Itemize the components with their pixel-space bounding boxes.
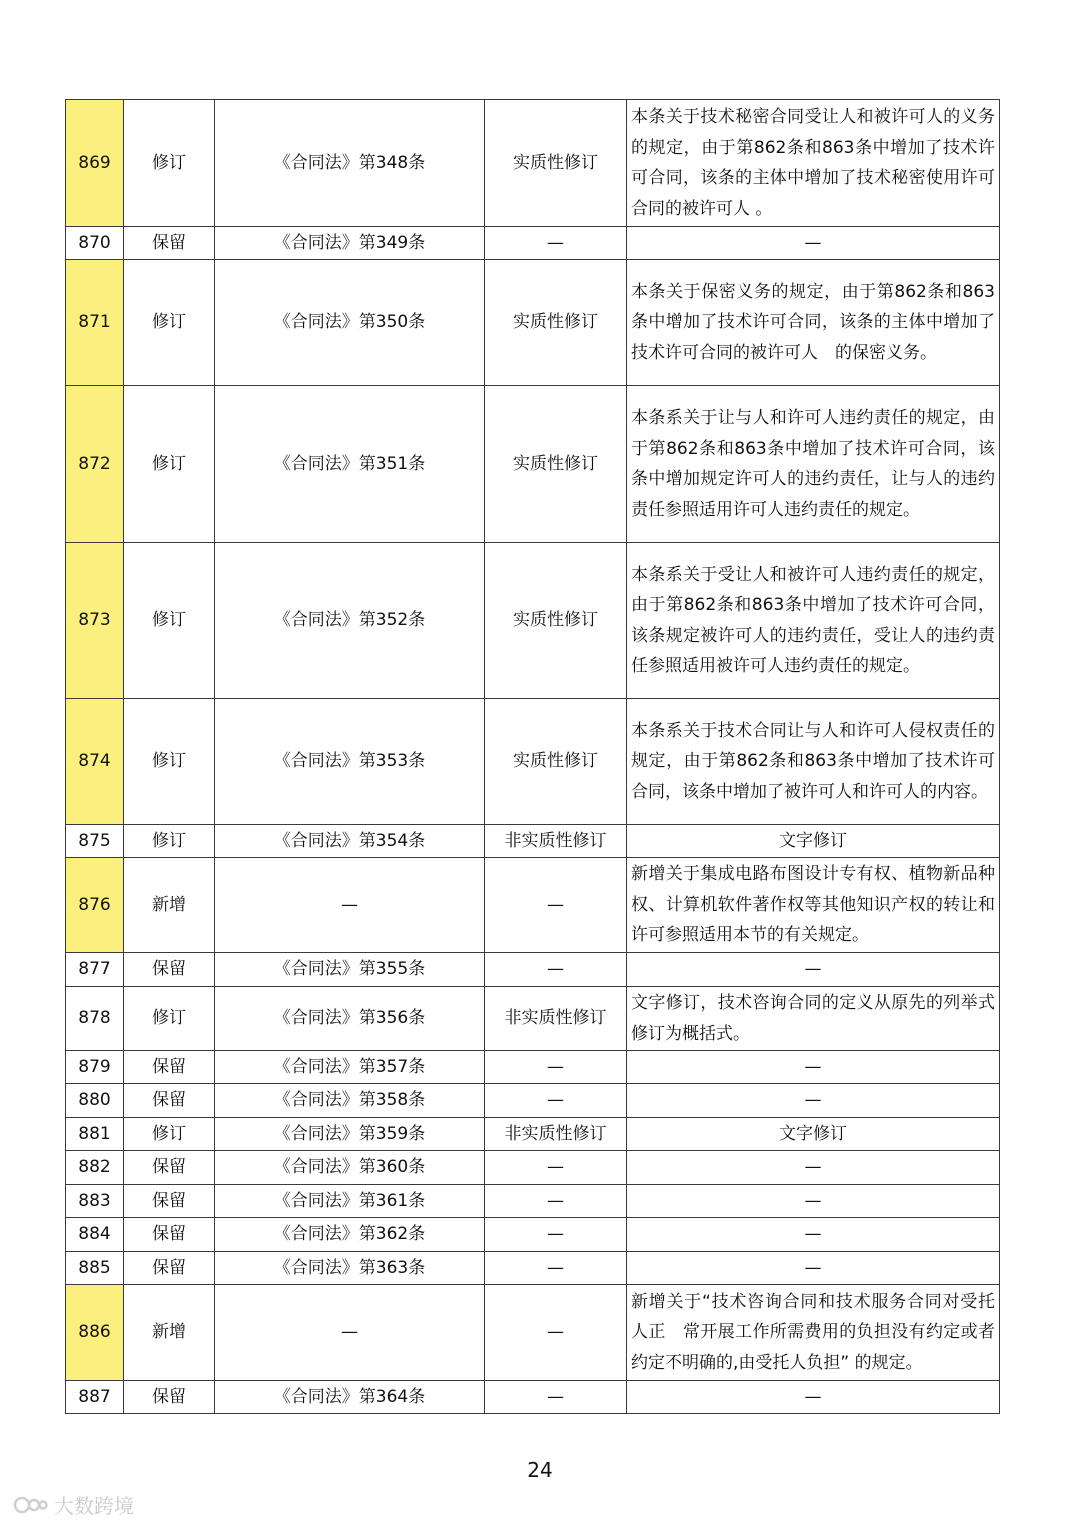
change-note: —: [627, 1381, 1000, 1414]
article-number: 871: [66, 260, 124, 386]
change-type: 保留: [124, 1051, 215, 1084]
change-note: 文字修订: [627, 1118, 1000, 1151]
change-note: 本条关于保密义务的规定，由于第862条和863条中增加了技术许可合同，该条的主体中增加了技术许可合同的被许可人 的保密义务。: [627, 260, 1000, 386]
watermark-logo-icon: [12, 1493, 50, 1517]
article-number: 870: [66, 227, 124, 260]
change-nature: —: [485, 1252, 627, 1285]
change-nature: 实质性修订: [485, 260, 627, 386]
article-number: 881: [66, 1118, 124, 1151]
table-row: [66, 100, 1000, 227]
change-type: 修订: [124, 987, 215, 1051]
table-row: [66, 227, 1000, 260]
change-type: 修订: [124, 825, 215, 858]
table-row: [66, 1381, 1000, 1414]
article-number: 886: [66, 1285, 124, 1381]
article-number: 878: [66, 987, 124, 1051]
change-type: 保留: [124, 227, 215, 260]
change-nature: —: [485, 1151, 627, 1185]
article-number: 873: [66, 543, 124, 699]
table-row: [66, 953, 1000, 987]
change-note: 本条关于技术秘密合同受让人和被许可人的义务的规定，由于第862条和863条中增加了技术许可合同，该条的主体中增加了技术秘密使用许可合同的被许可人 。: [627, 100, 1000, 227]
change-type: 修订: [124, 543, 215, 699]
source-article: 《合同法》第360条: [215, 1151, 485, 1185]
change-type: 保留: [124, 1185, 215, 1218]
article-number: 887: [66, 1381, 124, 1414]
change-nature: —: [485, 1218, 627, 1252]
source-article: 《合同法》第354条: [215, 825, 485, 858]
table-row: [66, 1185, 1000, 1218]
watermark: [12, 1490, 134, 1519]
change-nature: 实质性修订: [485, 386, 627, 543]
source-article: 《合同法》第363条: [215, 1252, 485, 1285]
change-type: 修订: [124, 386, 215, 543]
change-nature: 实质性修订: [485, 100, 627, 227]
change-nature: 非实质性修订: [485, 987, 627, 1051]
change-type: 保留: [124, 1252, 215, 1285]
change-note: —: [627, 953, 1000, 987]
change-note: —: [627, 1218, 1000, 1252]
change-type: 保留: [124, 1151, 215, 1185]
change-nature: —: [485, 1285, 627, 1381]
change-nature: 实质性修订: [485, 699, 627, 825]
change-note: 新增关于“技术咨询合同和技术服务合同对受托人正 常开展工作所需费用的负担没有约定或者约定不明确的,由受托人负担” 的规定。: [627, 1285, 1000, 1381]
article-number: 882: [66, 1151, 124, 1185]
article-number: 876: [66, 858, 124, 953]
article-number: 869: [66, 100, 124, 227]
change-nature: —: [485, 1051, 627, 1084]
source-article: 《合同法》第361条: [215, 1185, 485, 1218]
change-note: —: [627, 1252, 1000, 1285]
change-type: 保留: [124, 1084, 215, 1118]
table-row: [66, 825, 1000, 858]
change-note: —: [627, 1151, 1000, 1185]
article-number: 877: [66, 953, 124, 987]
table-row: [66, 858, 1000, 953]
source-article: 《合同法》第355条: [215, 953, 485, 987]
source-article: 《合同法》第358条: [215, 1084, 485, 1118]
change-type: 保留: [124, 1381, 215, 1414]
source-article: 《合同法》第364条: [215, 1381, 485, 1414]
page-number: 24: [527, 1458, 553, 1482]
article-number: 880: [66, 1084, 124, 1118]
change-note: 本条系关于技术合同让与人和许可人侵权责任的规定，由于第862条和863条中增加了技术许可合同，该条中增加了被许可人和许可人的内容。: [627, 699, 1000, 825]
change-note: —: [627, 227, 1000, 260]
table-body: [66, 100, 1012, 1414]
source-article: 《合同法》第359条: [215, 1118, 485, 1151]
change-type: 新增: [124, 1285, 215, 1381]
table-row: [66, 987, 1000, 1051]
change-note: 文字修订，技术咨询合同的定义从原先的列举式修订为概括式。: [627, 987, 1000, 1051]
source-article: 《合同法》第352条: [215, 543, 485, 699]
table-row: [66, 1218, 1000, 1252]
source-article: 《合同法》第357条: [215, 1051, 485, 1084]
article-number: 879: [66, 1051, 124, 1084]
article-number: 872: [66, 386, 124, 543]
change-type: 修订: [124, 1118, 215, 1151]
change-nature: —: [485, 858, 627, 953]
change-type: 修订: [124, 260, 215, 386]
change-type: 保留: [124, 1218, 215, 1252]
table-row: [66, 1084, 1000, 1118]
source-article: 《合同法》第362条: [215, 1218, 485, 1252]
article-number: 883: [66, 1185, 124, 1218]
change-note: 新增关于集成电路布图设计专有权、植物新品种 权、计算机软件著作权等其他知识产权的转让和许可参照适用本节的有关规定。: [627, 858, 1000, 953]
source-article: 《合同法》第348条: [215, 100, 485, 227]
change-note: 本条系关于让与人和许可人违约责任的规定，由于第862条和863条中增加了技术许可合同，该条中增加规定许可人的违约责任，让与人的违约责任参照适用许可人违约责任的规定。: [627, 386, 1000, 543]
article-number: 884: [66, 1218, 124, 1252]
change-note: —: [627, 1051, 1000, 1084]
table-row: [66, 1051, 1000, 1084]
change-nature: —: [485, 227, 627, 260]
change-nature: 实质性修订: [485, 543, 627, 699]
change-nature: 非实质性修订: [485, 825, 627, 858]
change-nature: —: [485, 1084, 627, 1118]
source-article: —: [215, 858, 485, 953]
change-type: 新增: [124, 858, 215, 953]
change-nature: —: [485, 1381, 627, 1414]
source-article: 《合同法》第356条: [215, 987, 485, 1051]
change-note: —: [627, 1185, 1000, 1218]
source-article: 《合同法》第353条: [215, 699, 485, 825]
source-article: —: [215, 1285, 485, 1381]
change-note: —: [627, 1084, 1000, 1118]
watermark-text: 大数跨境: [54, 1494, 134, 1518]
change-nature: —: [485, 1185, 627, 1218]
change-note: 本条系关于受让人和被许可人违约责任的规定，由于第862条和863条中增加了技术许可合同，该条规定被许可人的违约责任，受让人的违约责任参照适用被许可人违约责任的规定。: [627, 543, 1000, 699]
change-type: 保留: [124, 953, 215, 987]
table-row: [66, 1151, 1000, 1185]
change-type: 修订: [124, 699, 215, 825]
article-comparison-table: [65, 99, 1012, 1414]
article-number: 885: [66, 1252, 124, 1285]
table-row: [66, 699, 1000, 825]
change-nature: —: [485, 953, 627, 987]
change-type: 修订: [124, 100, 215, 227]
table-row: [66, 260, 1000, 386]
change-note: 文字修订: [627, 825, 1000, 858]
article-number: 874: [66, 699, 124, 825]
table-row: [66, 1252, 1000, 1285]
source-article: 《合同法》第350条: [215, 260, 485, 386]
source-article: 《合同法》第351条: [215, 386, 485, 543]
table-row: [66, 543, 1000, 699]
table-row: [66, 386, 1000, 543]
table-row: [66, 1285, 1000, 1381]
source-article: 《合同法》第349条: [215, 227, 485, 260]
table-row: [66, 1118, 1000, 1151]
change-nature: 非实质性修订: [485, 1118, 627, 1151]
article-number: 875: [66, 825, 124, 858]
